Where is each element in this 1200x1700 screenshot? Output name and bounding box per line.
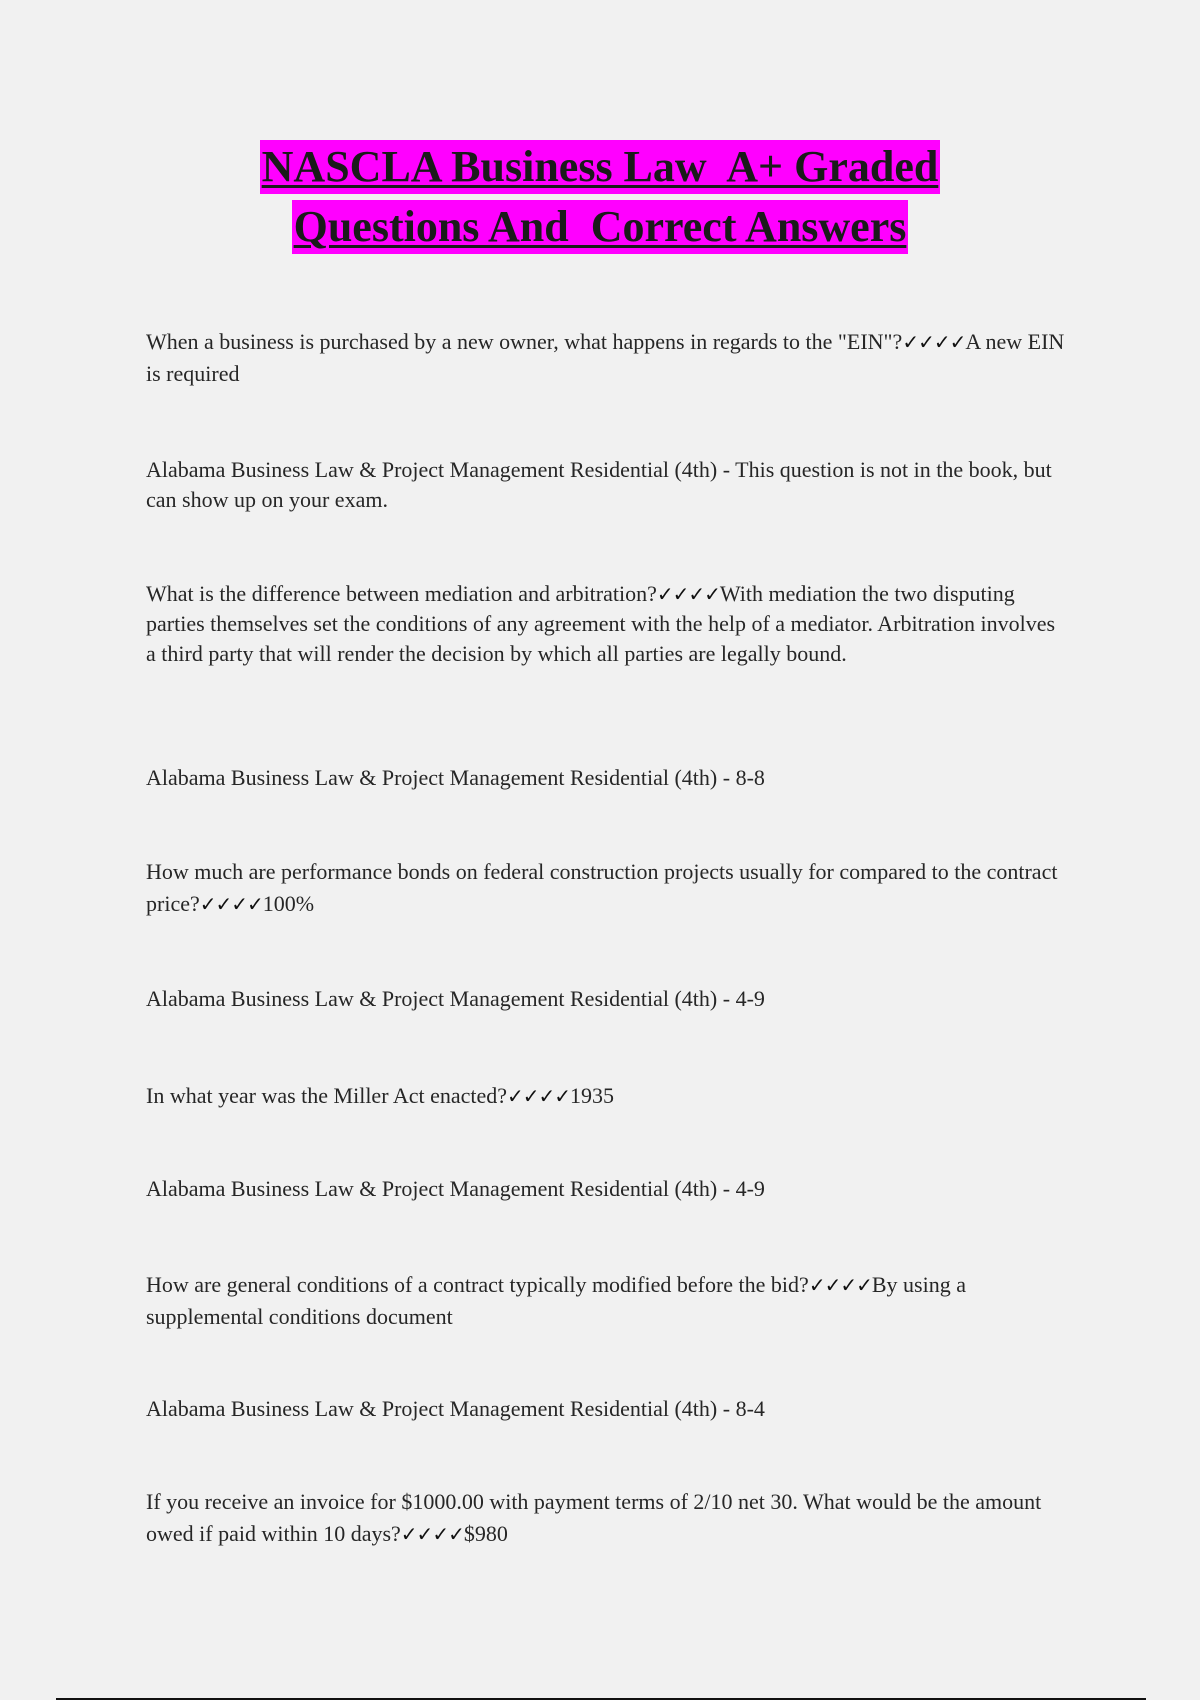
qa-entry: [146, 1486, 1066, 1550]
answer-text: 100%: [262, 891, 315, 916]
question-text: When a business is purchased by a new owner, what happens in regards to the "EIN"?: [146, 329, 903, 354]
answer-text: With mediation the two disputing parties themselves set the conditions of any agreement with the help of a mediator. Arbitration involves a third party that will render the decision by which all parties are legally bound.: [146, 581, 1056, 666]
check-marks-icon: ✓✓✓✓: [199, 892, 263, 916]
reference-text: Alabama Business Law & Project Management Residential (4th) - This question is not in the book, but can show up on your exam.: [146, 457, 1052, 512]
question-text: If you receive an invoice for $1000.00 with payment terms of 2/10 net 30. What would be the amount owed if paid within 10 days?: [146, 1489, 1042, 1546]
question-text: How are general conditions of a contract typically modified before the bid?: [146, 1272, 809, 1297]
reference-text: Alabama Business Law & Project Management Residential (4th) - 4-9: [146, 1176, 765, 1201]
check-marks-icon: ✓✓✓✓: [808, 1273, 872, 1297]
question-text: In what year was the Miller Act enacted?: [146, 1083, 508, 1108]
check-marks-icon: ✓✓✓✓: [902, 330, 966, 354]
check-marks-icon: ✓✓✓✓: [656, 582, 720, 606]
reference-entry: [146, 983, 1066, 1015]
answer-text: $980: [463, 1521, 508, 1546]
title-line-2: Questions And Correct Answers: [292, 200, 909, 254]
reference-text: Alabama Business Law & Project Management Residential (4th) - 8-4: [146, 1396, 765, 1421]
answer-text: By using a supplemental conditions document: [146, 1272, 966, 1329]
qa-entry: [146, 856, 1066, 920]
reference-entry: [146, 762, 1066, 794]
reference-text: Alabama Business Law & Project Management Residential (4th) - 8-8: [146, 765, 765, 790]
reference-entry: [146, 1173, 1066, 1205]
qa-entry: [146, 326, 1066, 390]
question-text: What is the difference between mediation and arbitration?: [146, 581, 657, 606]
reference-entry: [146, 455, 1066, 515]
qa-entry: [146, 1080, 1066, 1112]
title-line-1: NASCLA Business Law A+ Graded: [260, 140, 941, 194]
check-marks-icon: ✓✓✓✓: [507, 1084, 571, 1108]
answer-text: A new EIN is required: [146, 329, 1065, 386]
qa-entry: [146, 579, 1066, 669]
check-marks-icon: ✓✓✓✓: [400, 1522, 464, 1546]
document-title: [0, 140, 1200, 254]
qa-entry: [146, 1269, 1066, 1333]
answer-text: 1935: [570, 1083, 615, 1108]
reference-text: Alabama Business Law & Project Management Residential (4th) - 4-9: [146, 986, 765, 1011]
question-text: How much are performance bonds on federal construction projects usually for compared to the contract price?: [146, 859, 1058, 916]
reference-entry: [146, 1393, 1066, 1425]
